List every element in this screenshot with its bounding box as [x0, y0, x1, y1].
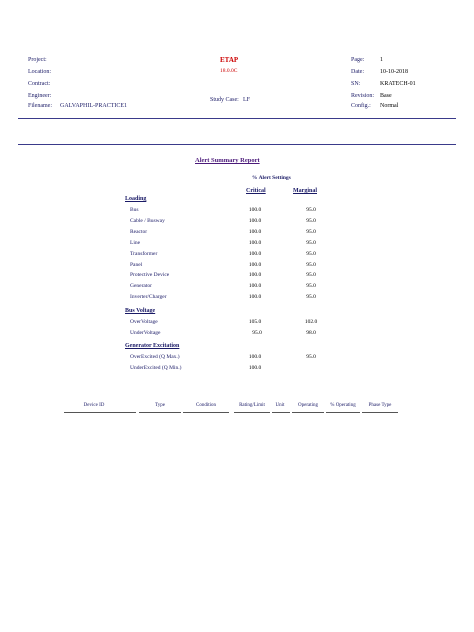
- critical-value: 100.0: [248, 218, 262, 224]
- column-header-operating: Operating: [298, 403, 318, 408]
- alert-row-label: OverVoltage: [130, 319, 158, 325]
- alert-row-label: Line: [130, 240, 141, 246]
- alert-row-label: Panel: [130, 262, 143, 268]
- marginal-value: 95.0: [306, 283, 316, 289]
- sn-label: SN:: [351, 81, 361, 87]
- marginal-value: 95.0: [306, 262, 316, 268]
- column-underline: [139, 412, 181, 413]
- column-header-type: Type: [155, 403, 165, 408]
- section-title-bus-voltage: Bus Voltage: [125, 308, 156, 314]
- marginal-value: 95.0: [306, 354, 316, 360]
- alert-row-label: Generator: [130, 283, 152, 289]
- page-label: Page:: [351, 57, 365, 63]
- marginal-value: 95.0: [306, 294, 316, 300]
- alert-row-label: Bus: [130, 207, 139, 213]
- section-title-generator-excitation: Generator Excitation: [125, 343, 180, 349]
- config-value: Normal: [380, 103, 399, 109]
- study-case-value: LF: [243, 97, 251, 103]
- config-label: Config.:: [351, 103, 371, 109]
- marginal-heading: Marginal: [293, 188, 317, 194]
- marginal-value: 98.0: [306, 330, 316, 336]
- critical-value: 100.0: [248, 240, 262, 246]
- marginal-value: 95.0: [306, 218, 316, 224]
- column-underline: [183, 412, 229, 413]
- filename-label: Filename:: [28, 103, 52, 109]
- column-underline: [64, 412, 136, 413]
- marginal-value: 95.0: [306, 272, 316, 278]
- alert-row-label: Transformer: [130, 251, 158, 257]
- column-underline: [326, 412, 360, 413]
- section-title-loading: Loading: [125, 196, 147, 202]
- critical-value: 100.0: [248, 272, 262, 278]
- column-header-device-id: Device ID: [83, 403, 105, 408]
- column-header-condition: Condition: [195, 403, 216, 408]
- column-underline: [292, 412, 324, 413]
- marginal-value: 95.0: [306, 229, 316, 235]
- engineer-label: Engineer:: [28, 93, 52, 99]
- column-header-unit: Unit: [275, 403, 285, 408]
- marginal-value: 95.0: [306, 207, 316, 213]
- date-label: Date:: [351, 69, 364, 75]
- critical-value: 100.0: [248, 365, 262, 371]
- app-name: ETAP: [220, 56, 239, 64]
- column-header-percent-operating: % Operating: [330, 403, 356, 408]
- contract-label: Contract:: [28, 81, 51, 87]
- critical-heading: Critical: [246, 188, 266, 194]
- study-case-label: Study Case:: [210, 97, 239, 103]
- revision-value: Base: [380, 93, 392, 99]
- marginal-value: 95.0: [306, 240, 316, 246]
- header-divider-bottom: [18, 144, 456, 145]
- revision-label: Revision:: [351, 93, 375, 99]
- alert-row-label: Reactor: [130, 229, 148, 235]
- critical-value: 100.0: [248, 283, 262, 289]
- column-underline: [272, 412, 290, 413]
- location-label: Location:: [28, 69, 51, 75]
- page-value: 1: [380, 57, 383, 63]
- critical-value: 100.0: [248, 294, 262, 300]
- column-header-rating-limit: Rating/Limit: [239, 403, 265, 408]
- project-label: Project:: [28, 57, 47, 63]
- marginal-value: 95.0: [306, 251, 316, 257]
- critical-value: 95.0: [252, 330, 262, 336]
- critical-value: 100.0: [248, 207, 262, 213]
- critical-value: 100.0: [248, 354, 262, 360]
- report-title: Alert Summary Report: [195, 157, 260, 164]
- marginal-value: 102.0: [304, 319, 318, 325]
- alert-row-label: UnderVoltage: [130, 330, 161, 336]
- critical-value: 100.0: [248, 229, 262, 235]
- alert-settings-heading: % Alert Settings: [252, 175, 291, 181]
- sn-value: KRATECH-01: [380, 81, 416, 87]
- app-version: 18.0.0C: [220, 68, 238, 74]
- header-divider-top: [18, 118, 456, 119]
- alert-row-label: Cable / Busway: [130, 218, 165, 224]
- filename-value: GALVAPHIL-PRACTICE1: [60, 103, 128, 109]
- column-underline: [362, 412, 398, 413]
- critical-value: 105.0: [248, 319, 262, 325]
- alert-row-label: Protective Device: [130, 272, 170, 278]
- critical-value: 100.0: [248, 251, 262, 257]
- alert-row-label: UnderExcited (Q Min.): [130, 365, 182, 371]
- alert-row-label: OverExcited (Q Max.): [130, 354, 180, 360]
- alert-row-label: Inverter/Charger: [130, 294, 167, 300]
- date-value: 10-10-2018: [380, 69, 408, 75]
- critical-value: 100.0: [248, 262, 262, 268]
- column-underline: [234, 412, 270, 413]
- column-header-phase-type: Phase Type: [368, 403, 392, 408]
